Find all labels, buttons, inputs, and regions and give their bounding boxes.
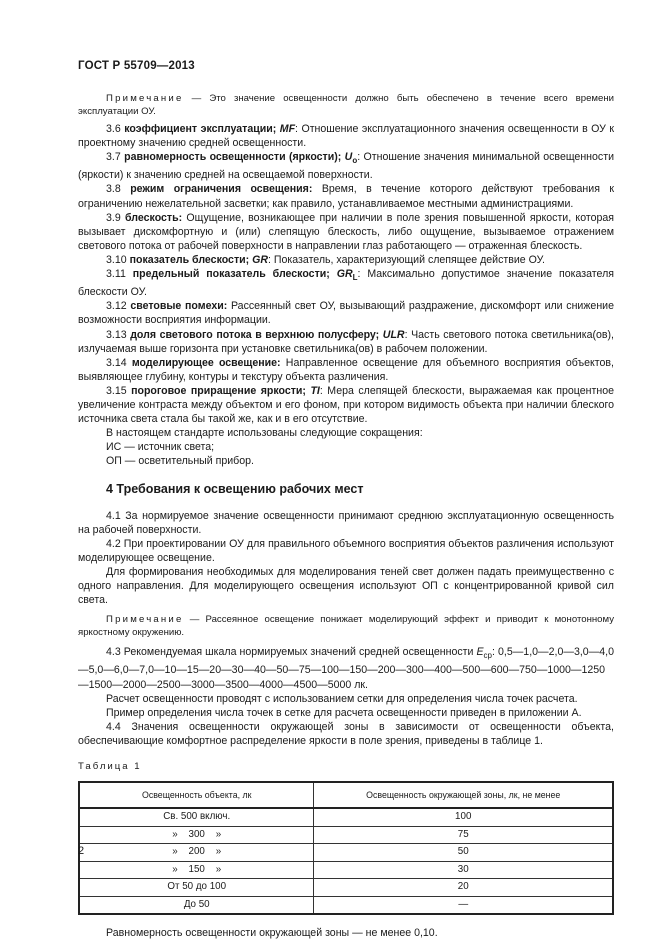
page-number: 2 — [78, 845, 85, 857]
table-cell: — — [314, 896, 613, 914]
table-caption: Таблица 1 — [78, 760, 142, 772]
term-symbol-subscript: L — [352, 273, 358, 283]
table-row — [79, 844, 613, 862]
illuminance-table — [78, 781, 614, 915]
terms-list — [78, 122, 614, 426]
term-definition — [78, 267, 614, 299]
term-definition — [78, 122, 614, 150]
term-name: коэффициент эксплуатации; — [124, 123, 280, 135]
note-text: — Это значение освещенности должно быть обеспечено в течение всего времени эксплуатации ОУ. — [78, 93, 614, 117]
term-definition — [78, 253, 614, 267]
term-text: : Часть светового потока светильника(ов), излучаемая выше горизонта при установке светильника(ов) в рабочем положении. — [78, 328, 614, 355]
term-name: блескость: — [125, 211, 183, 224]
term-text: : Мера слепящей блескости, выражаемая как процентное увеличение контраста между объектом и его фоном, при котором видимость объекта при наличии блеского источника света стала бы такой же, как и в его отсутствие. — [78, 384, 614, 426]
term-definition — [78, 182, 614, 210]
table-cell: От 50 до 100 — [79, 879, 314, 897]
table-cell: 100 — [314, 808, 613, 826]
after-table-text: Равномерность освещенности окружающей зоны — не менее 0,10. — [106, 927, 438, 940]
term-number: 3.8 — [106, 183, 121, 196]
paragraph-4-3 — [78, 645, 614, 691]
table-cell: » 150 » — [79, 861, 314, 879]
term-symbol: ULR — [382, 328, 405, 341]
term-name: режим ограничения освещения: — [130, 183, 313, 196]
term-definition — [78, 150, 614, 182]
term-text: Направленное освещение для объемного восприятия объектов, выявляющее глубину, контуры и текстуру объекта различения. — [78, 356, 614, 383]
note-label: Примечание — [106, 93, 184, 104]
term-number: 3.12 — [106, 300, 127, 313]
table-header: Освещенность объекта, лк — [79, 782, 314, 808]
term-name: равномерность освещенности (яркости); — [124, 151, 345, 164]
term-name: показатель блескости; — [129, 253, 253, 266]
note-2 — [78, 613, 614, 639]
document-body — [78, 92, 614, 940]
table-cell: До 50 — [79, 896, 314, 914]
table-cell: 20 — [314, 879, 613, 897]
table-cell: 30 — [314, 861, 613, 879]
paragraph-4-2b: Для формирования необходимых для моделирования теней свет должен падать преимущественно с одного направления. Для моделирующего освещения используют ОП с концентрированной кривой сил света. — [78, 565, 614, 607]
table-header: Освещенность окружающей зоны, лк, не менее — [314, 782, 613, 808]
term-text: : Отношение эксплуатационного значения освещенности в ОУ к проектному значению средней освещенности. — [78, 123, 615, 150]
term-number: 3.15 — [106, 384, 127, 397]
term-symbol: U — [344, 151, 353, 164]
term-definition — [78, 328, 614, 356]
term-name: световые помехи: — [130, 300, 228, 313]
table-row — [79, 879, 613, 897]
term-number: 3.7 — [106, 151, 121, 164]
table-row — [79, 896, 613, 914]
e-subscript: ср — [483, 651, 492, 661]
term-text: : Показатель, характеризующий слепящее действие ОУ. — [268, 253, 545, 266]
term-name: предельный показатель блескости; — [132, 268, 337, 281]
term-name: доля светового потока в верхнюю полусферу; — [130, 328, 383, 341]
table-row — [79, 861, 613, 879]
term-symbol-subscript: o — [352, 156, 358, 166]
term-number: 3.10 — [106, 253, 127, 266]
paragraph-4-2: 4.2 При проектировании ОУ для правильного объемного восприятия объектов различения используют моделирующее освещение. — [78, 537, 614, 564]
paragraph-4-3c: Расчет освещенности проводят с использованием сетки для определения числа точек расчета. — [106, 692, 578, 705]
term-definition — [78, 384, 614, 426]
p43-text-b: : 0,5—1,0—2,0—3,0—4,0—5,0—6,0—7,0—10—15—20—30—40—50—75—100—150—200—300—400—500—600—750—1000—1250—1500—2000—2500—3000—3500—4000—4500—5000 лк. — [78, 646, 614, 691]
term-name: пороговое приращение яркости; — [131, 384, 311, 397]
table-cell: Св. 500 включ. — [79, 808, 314, 826]
p43-text-a: 4.3 Рекомендуемая шкала нормируемых значений средней освещенности — [106, 646, 477, 659]
table-cell: » 200 » — [79, 844, 314, 862]
section-title: 4 Требования к освещению рабочих мест — [106, 482, 364, 497]
paragraph-4-1: 4.1 За нормируемое значение освещенности принимают среднюю эксплуатационную освещенность на рабочей поверхности. — [78, 509, 614, 536]
term-text: : Отношение значения минимальной освещенности (яркости) к значению средней на освещаемой поверхности. — [78, 151, 614, 182]
term-number: 3.13 — [106, 328, 127, 341]
term-name: моделирующее освещение: — [131, 356, 281, 369]
term-number: 3.14 — [106, 356, 127, 369]
term-number: 3.11 — [106, 268, 126, 281]
table-cell: » 300 » — [79, 826, 314, 844]
paragraph-4-3d: Пример определения числа точек в сетке для расчета освещенности приведен в приложении А. — [106, 706, 582, 719]
term-text: Рассеянный свет ОУ, вызывающий раздражение, дискомфорт или снижение возможности восприятия информации. — [78, 300, 614, 327]
term-definition — [78, 211, 614, 253]
term-symbol: MF — [279, 123, 296, 135]
term-symbol: TI — [310, 384, 320, 397]
table-row — [79, 826, 613, 844]
abbrev-item: ИС — источник света; — [106, 441, 215, 454]
term-text: : Максимально допустимое значение показателя блескости ОУ. — [78, 268, 614, 299]
note-text: — Рассеянное освещение понижает моделирующий эффект и приводит к монотонному яркостному окружению. — [78, 614, 614, 639]
abbrev-intro: В настоящем стандарте использованы следующие сокращения: — [106, 427, 423, 440]
note-label: Примечание — [106, 614, 184, 626]
term-definition — [78, 356, 614, 384]
e-symbol: E — [476, 646, 484, 659]
term-symbol: GR — [336, 268, 353, 281]
table-row — [79, 808, 613, 826]
standard-header: ГОСТ Р 55709—2013 — [78, 60, 195, 72]
abbrev-item: ОП — осветительный прибор. — [106, 455, 254, 468]
term-number: 3.9 — [106, 211, 121, 224]
table-cell: 50 — [314, 844, 613, 862]
table-cell: 75 — [314, 826, 613, 844]
paragraph-4-4: 4.4 Значения освещенности окружающей зоны в зависимости от освещенности объекта, обеспечивающие комфортное распределение яркости в поле зрения, приведены в таблице 1. — [78, 720, 614, 747]
term-symbol: GR — [252, 253, 269, 266]
term-definition — [78, 299, 614, 327]
term-text: Время, в течение которого действуют требования к ограничению нежелательной засветки; как правило, устанавливаемое местными администрациями. — [78, 183, 615, 210]
term-text: Ощущение, возникающее при наличии в поле зрения повышенной яркости, которая вызывает дискомфортную и (или) слепящую блескость, либо ощущение, вызываемое отражением светового потока от рабочей поверхности в направлении глаз работающего — отраженная блескость. — [78, 211, 614, 252]
term-number: 3.6 — [106, 123, 121, 135]
note-1 — [78, 92, 614, 118]
